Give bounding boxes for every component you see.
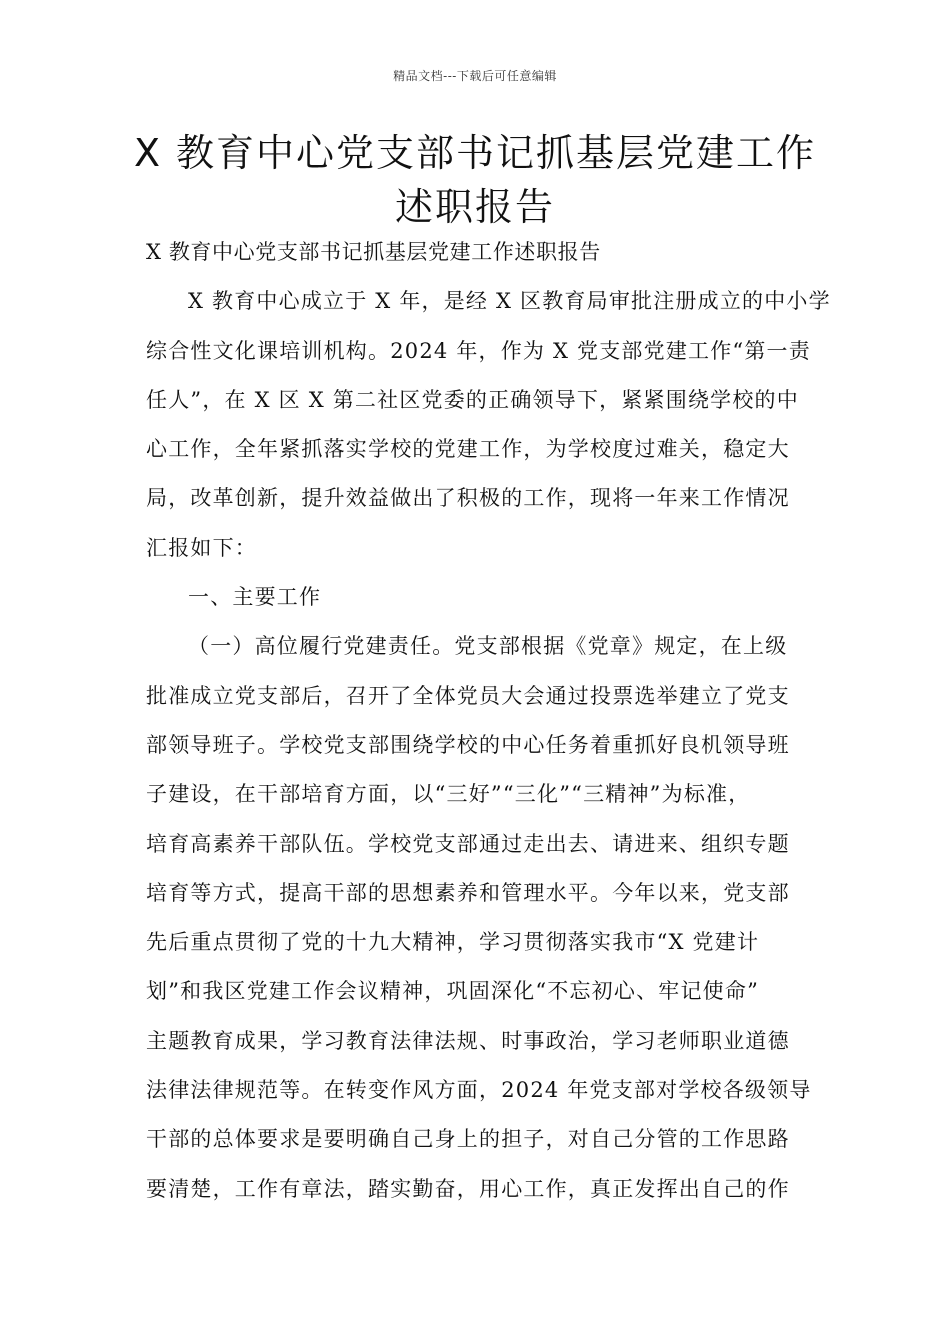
paragraph-line: 局，改革创新，提升效益做出了积极的工作，现将一年来工作情况 [146,486,790,511]
paragraph-line: X 教育中心成立于 X 年，是经 X 区教育局审批注册成立的中小学 [188,289,831,314]
paragraph-line: 部领导班子。学校党支部围绕学校的中心任务着重抓好良机领导班 [146,732,790,757]
paragraph-line: 要清楚，工作有章法，踏实勤奋，用心工作，真正发挥出自己的作 [146,1176,790,1201]
paragraph-line: 心工作，全年紧抓落实学校的党建工作，为学校度过难关，稳定大 [146,437,790,462]
document-body [146,232,831,1218]
title-line-1: X 教育中心党支部书记抓基层党建工作 [133,131,817,175]
paragraph-line: 任人”，在 X 区 X 第二社区党委的正确领导下，紧紧围绕学校的中 [146,387,799,412]
paragraph-line: （一）高位履行党建责任。党支部根据《党章》规定，在上级 [188,634,788,659]
paragraph-line: 划”和我区党建工作会议精神，巩固深化“不忘初心、牢记使命” [146,979,760,1004]
paragraph-line: 综合性文化课培训机构。2024 年，作为 X 党支部党建工作“第一责 [146,338,811,363]
section-heading: 一、主要工作 [188,585,322,610]
paragraph-line: 批准成立党支部后，召开了全体党员大会通过投票选举建立了党支 [146,683,790,708]
paragraph-line: 汇报如下： [146,535,257,560]
paragraph-line: 法律法律规范等。在转变作风方面，2024 年党支部对学校各级领导 [146,1078,812,1103]
title-line-2: 述职报告 [394,185,555,229]
document-subtitle: X 教育中心党支部书记抓基层党建工作述职报告 [146,240,601,264]
paragraph-line: 培育高素养干部队伍。学校党支部通过走出去、请进来、组织专题 [146,831,790,856]
paragraph-line: 培育等方式，提高干部的思想素养和管理水平。今年以来，党支部 [146,880,790,905]
paragraph-line: 先后重点贯彻了党的十九大精神，学习贯彻落实我市“X 党建计 [146,930,760,955]
header-note: 精品文档---下载后可任意编辑 [393,69,557,83]
document-title [100,126,850,234]
paragraph-line: 子建设，在干部培育方面，以“三好”“三化”“三精神”为标准， [146,782,751,807]
paragraph-line: 干部的总体要求是要明确自己身上的担子，对自己分管的工作思路 [146,1127,790,1152]
paragraph-line: 主题教育成果，学习教育法律法规、时事政治，学习老师职业道德 [146,1028,790,1053]
